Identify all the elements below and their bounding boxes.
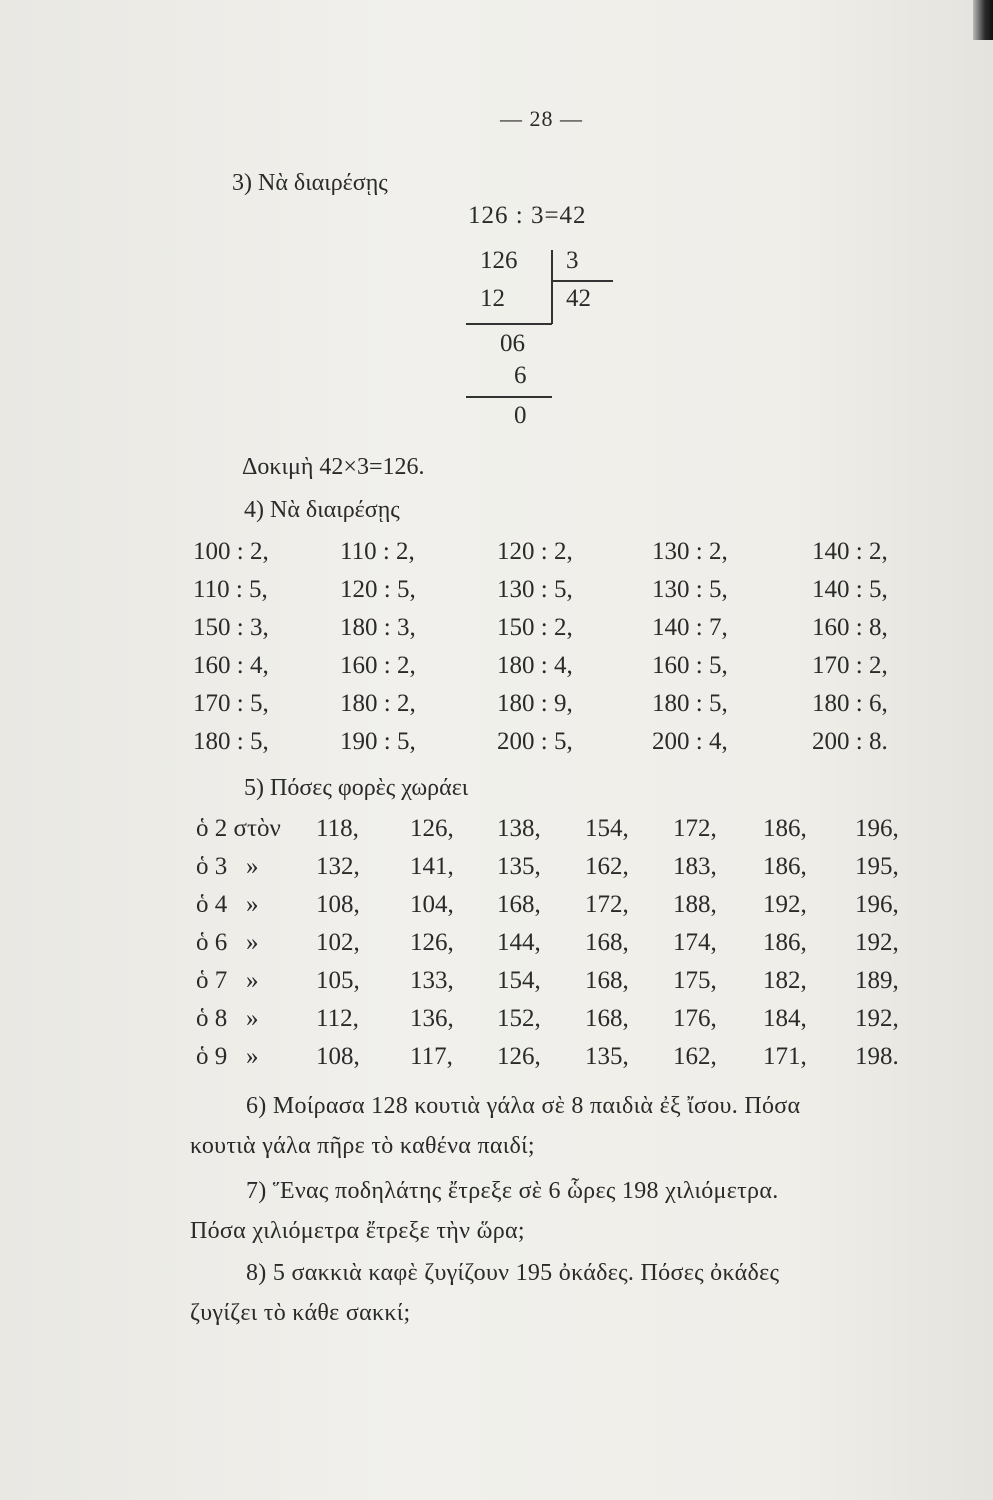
division-problem: 170 : 2, — [812, 652, 888, 679]
divisor-label: ὁ 3 » — [196, 853, 259, 880]
dividend-value: 132, — [316, 853, 360, 880]
division-problem: 180 : 6, — [812, 690, 888, 717]
division-problem: 200 : 4, — [652, 728, 728, 755]
dividend-value: 118, — [316, 815, 359, 842]
subtraction-line-2 — [466, 396, 552, 398]
dividend-value: 182, — [763, 967, 807, 994]
exercise-3-heading: 3) Νὰ διαιρέσῃς — [232, 170, 388, 196]
division-equation: 126 : 3=42 — [468, 202, 587, 229]
dividend-value: 192, — [763, 891, 807, 918]
division-problem: 180 : 3, — [340, 614, 416, 641]
dividend-value: 183, — [673, 853, 717, 880]
page-corner-shadow — [973, 0, 993, 40]
check-line: Δοκιμὴ 42×3=126. — [242, 454, 425, 480]
dividend-value: 168, — [585, 1005, 629, 1032]
dividend-value: 133, — [410, 967, 454, 994]
division-bracket-vertical — [551, 250, 553, 324]
division-bracket-horizontal — [551, 280, 613, 282]
division-problem: 140 : 5, — [812, 576, 888, 603]
dividend-value: 195, — [855, 853, 899, 880]
dividend-value: 171, — [763, 1043, 807, 1070]
division-problem: 190 : 5, — [340, 728, 416, 755]
division-problem: 130 : 5, — [652, 576, 728, 603]
final-remainder: 0 — [514, 402, 527, 429]
dividend-value: 188, — [673, 891, 717, 918]
division-problem: 140 : 2, — [812, 538, 888, 565]
division-problem: 120 : 5, — [340, 576, 416, 603]
division-problem: 110 : 2, — [340, 538, 415, 565]
division-problem: 140 : 7, — [652, 614, 728, 641]
dividend-value: 102, — [316, 929, 360, 956]
dividend-value: 196, — [855, 891, 899, 918]
dividend: 126 — [480, 247, 518, 274]
dividend-value: 126, — [410, 815, 454, 842]
dividend-value: 112, — [316, 1005, 359, 1032]
division-problem: 160 : 5, — [652, 652, 728, 679]
quotient: 42 — [566, 285, 591, 312]
dividend-value: 184, — [763, 1005, 807, 1032]
dividend-value: 117, — [410, 1043, 453, 1070]
dividend-value: 126, — [410, 929, 454, 956]
dividend-value: 126, — [497, 1043, 541, 1070]
division-problem: 160 : 2, — [340, 652, 416, 679]
partial-product-1: 12 — [480, 285, 505, 312]
dividend-value: 135, — [497, 853, 541, 880]
division-problem: 170 : 5, — [193, 690, 269, 717]
dividend-value: 138, — [497, 815, 541, 842]
dividend-value: 192, — [855, 1005, 899, 1032]
divisor-label: ὁ 8 » — [196, 1005, 259, 1032]
divisor-label: ὁ 6 » — [196, 929, 259, 956]
dividend-value: 172, — [673, 815, 717, 842]
divisor-label: ὁ 9 » — [196, 1043, 259, 1070]
division-problem: 130 : 5, — [497, 576, 573, 603]
partial-product-2: 6 — [514, 362, 527, 389]
division-problem: 130 : 2, — [652, 538, 728, 565]
dividend-value: 141, — [410, 853, 454, 880]
problem-8-line-2: ζυγίζει τὸ κάθε σακκί; — [190, 1300, 411, 1326]
problem-6-line-1: 6) Μοίρασα 128 κουτιὰ γάλα σὲ 8 παιδιὰ ἐξ ἴσου. Πόσα — [246, 1093, 801, 1119]
division-problem: 180 : 9, — [497, 690, 573, 717]
dividend-value: 154, — [585, 815, 629, 842]
dividend-value: 108, — [316, 891, 360, 918]
dividend-value: 168, — [585, 967, 629, 994]
division-problem: 180 : 2, — [340, 690, 416, 717]
subtraction-line-1 — [466, 323, 552, 325]
problem-7-line-1: 7) Ἕνας ποδηλάτης ἔτρεξε σὲ 6 ὧρες 198 χιλιόμετρα. — [246, 1178, 779, 1204]
dividend-value: 174, — [673, 929, 717, 956]
dividend-value: 162, — [585, 853, 629, 880]
division-problem: 150 : 2, — [497, 614, 573, 641]
dividend-value: 189, — [855, 967, 899, 994]
division-problem: 180 : 4, — [497, 652, 573, 679]
divisor: 3 — [566, 247, 579, 274]
dividend-value: 198. — [855, 1043, 899, 1070]
dividend-value: 104, — [410, 891, 454, 918]
page-number: — 28 — — [500, 106, 583, 131]
division-problem: 180 : 5, — [193, 728, 269, 755]
problem-8-line-1: 8) 5 σακκιὰ καφὲ ζυγίζουν 195 ὀκάδες. Πόσες ὀκάδες — [246, 1260, 780, 1286]
division-problem: 200 : 8. — [812, 728, 888, 755]
dividend-value: 175, — [673, 967, 717, 994]
dividend-value: 108, — [316, 1043, 360, 1070]
dividend-value: 162, — [673, 1043, 717, 1070]
dividend-value: 186, — [763, 815, 807, 842]
divisor-label: ὁ 4 » — [196, 891, 259, 918]
dividend-value: 144, — [497, 929, 541, 956]
division-problem: 100 : 2, — [193, 538, 269, 565]
division-problem: 160 : 4, — [193, 652, 269, 679]
dividend-value: 136, — [410, 1005, 454, 1032]
dividend-value: 152, — [497, 1005, 541, 1032]
dividend-value: 154, — [497, 967, 541, 994]
division-problem: 110 : 5, — [193, 576, 268, 603]
dividend-value: 168, — [497, 891, 541, 918]
problem-7-line-2: Πόσα χιλιόμετρα ἔτρεξε τὴν ὥρα; — [190, 1218, 525, 1244]
division-problem: 180 : 5, — [652, 690, 728, 717]
dividend-value: 105, — [316, 967, 360, 994]
exercise-5-heading: 5) Πόσες φορὲς χωράει — [244, 775, 469, 801]
dividend-value: 176, — [673, 1005, 717, 1032]
division-problem: 120 : 2, — [497, 538, 573, 565]
division-problem: 150 : 3, — [193, 614, 269, 641]
dividend-value: 135, — [585, 1043, 629, 1070]
dividend-value: 196, — [855, 815, 899, 842]
divisor-label: ὁ 7 » — [196, 967, 259, 994]
dividend-value: 186, — [763, 853, 807, 880]
dividend-value: 192, — [855, 929, 899, 956]
dividend-value: 186, — [763, 929, 807, 956]
division-problem: 160 : 8, — [812, 614, 888, 641]
remainder-1: 06 — [500, 330, 525, 357]
exercise-4-heading: 4) Νὰ διαιρέσῃς — [244, 497, 400, 523]
dividend-value: 172, — [585, 891, 629, 918]
dividend-value: 168, — [585, 929, 629, 956]
division-problem: 200 : 5, — [497, 728, 573, 755]
divisor-label: ὁ 2 στὸν — [196, 815, 281, 842]
problem-6-line-2: κουτιὰ γάλα πῆρε τὸ καθένα παιδί; — [190, 1133, 535, 1159]
